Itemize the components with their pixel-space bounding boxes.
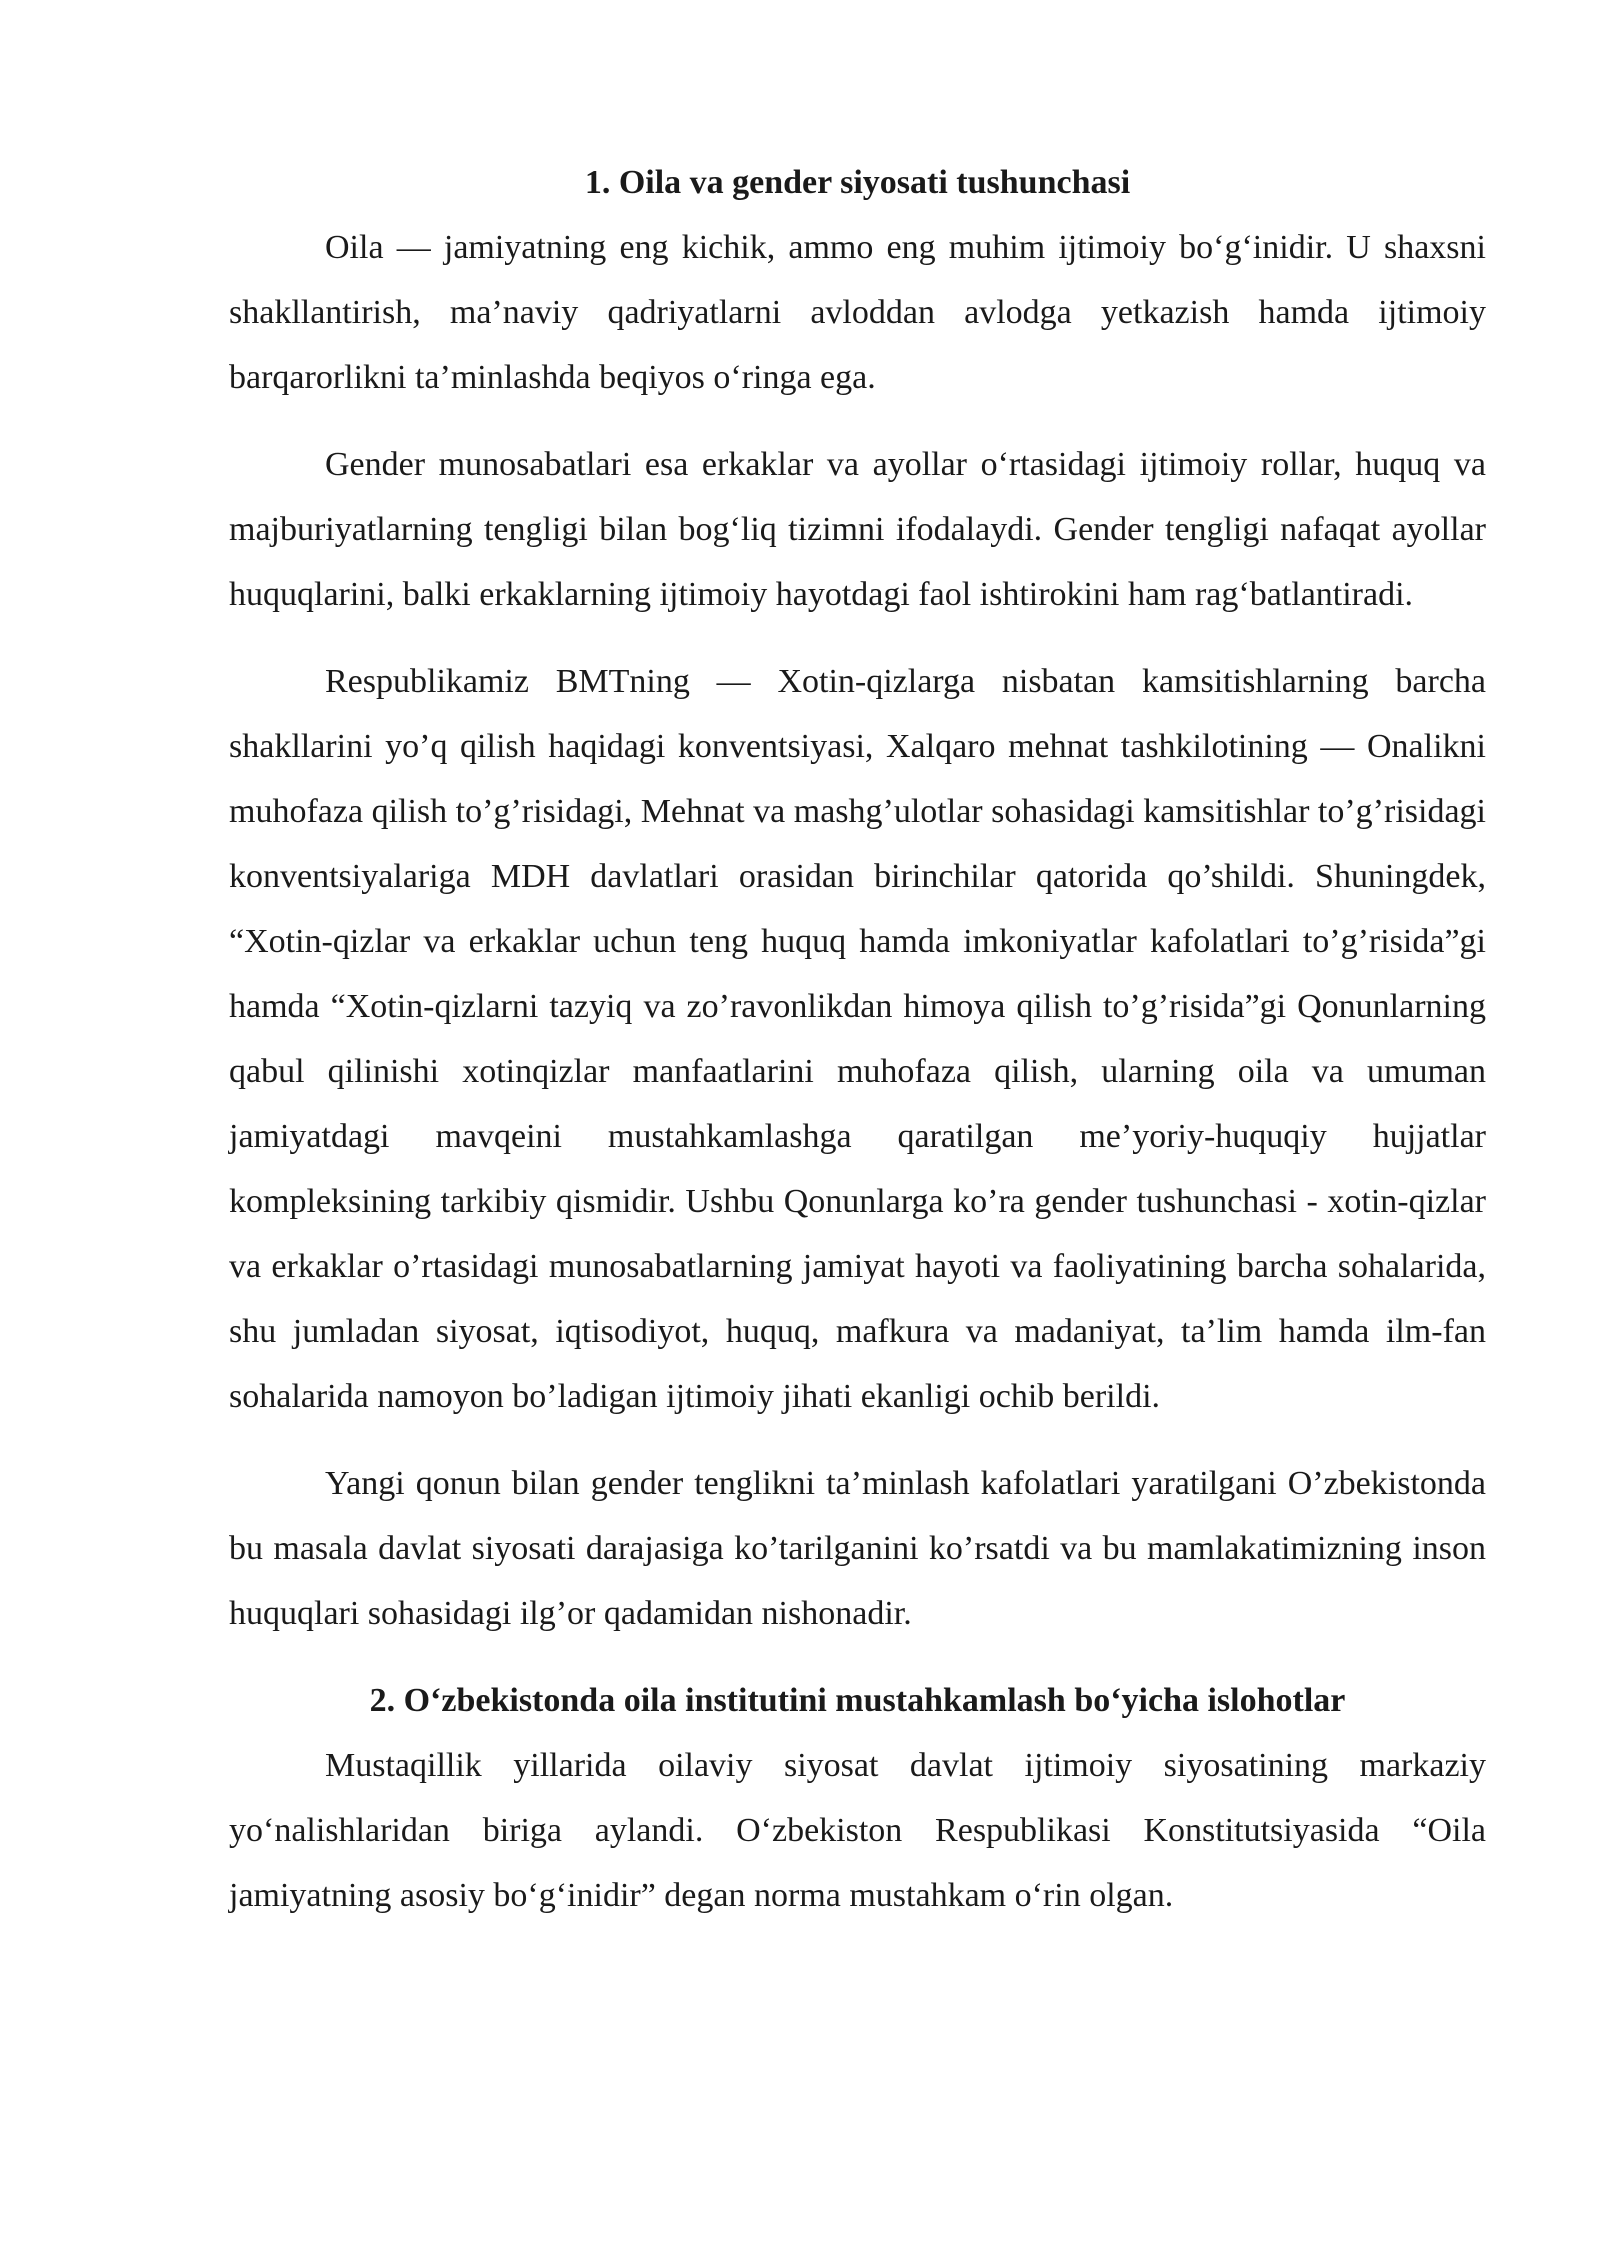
document-body	[229, 150, 1486, 1950]
section-1-heading: 1. Oila va gender siyosati tushunchasi	[584, 164, 1131, 201]
section-2-heading: 2. O‘zbekistonda oila institutini mustahkamlash bo‘yicha islohotlar	[369, 1682, 1346, 1719]
section-1-paragraph-4: Yangi qonun bilan gender tenglikni ta’minlash kafolatlari yaratilgani O’zbekistonda bu masala davlat siyosati darajasiga ko’tarilganini ko’rsatdi va bu mamlakatimizning inson huquqlari sohasidagi ilg’or qadamidan nishonadir.	[229, 1465, 1486, 1632]
section-1-paragraph-1: Oila — jamiyatning eng kichik, ammo eng muhim ijtimoiy bo‘g‘inidir. U shaxsni shakllantirish, ma’naviy qadriyatlarni avloddan avlodga yetkazish hamda ijtimoiy barqarorlikni ta’minlashda beqiyos o‘ringa ega.	[229, 229, 1486, 396]
section-1-paragraph-2: Gender munosabatlari esa erkaklar va ayollar o‘rtasidagi ijtimoiy rollar, huquq va majburiyatlarning tengligi bilan bog‘liq tizimni ifodalaydi. Gender tengligi nafaqat ayollar huquqlarini, balki erkaklarning ijtimoiy hayotdagi faol ishtirokini ham rag‘batlantiradi.	[229, 446, 1486, 613]
section-1-paragraph-3: Respublikamiz BMTning — Xotin-qizlarga nisbatan kamsitishlarning barcha shakllarini yo’q qilish haqidagi konventsiyasi, Xalqaro mehnat tashkilotining — Onalikni muhofaza qilish to’g’risidagi, Mehnat va mashg’ulotlar sohasidagi kamsitishlar to’g’risidagi konventsiyalariga MDH davlatlari orasidan birinchilar qatorida qo’shildi. Shuningdek, “Xotin-qizlar va erkaklar uchun teng huquq hamda imkoniyatlar kafolatlari to’g’risida”gi hamda “Xotin-qizlarni tazyiq va zo’ravonlikdan himoya qilish to’g’risida”gi Qonunlarning qabul qilinishi xotinqizlar manfaatlarini muhofaza qilish, ularning oila va umuman jamiyatdagi mavqeini mustahkamlashga qaratilgan me’yoriy-huquqiy hujjatlar kompleksining tarkibiy qismidir. Ushbu Qonunlarga ko’ra gender tushunchasi - xotin-qizlar va erkaklar o’rtasidagi munosabatlarning jamiyat hayoti va faoliyatining barcha sohalarida, shu jumladan siyosat, iqtisodiyot, huquq, mafkura va madaniyat, ta’lim hamda ilm-fan sohalarida namoyon bo’ladigan ijtimoiy jihati ekanligi ochib berildi.	[229, 663, 1486, 1415]
section-2-paragraph-1: Mustaqillik yillarida oilaviy siyosat davlat ijtimoiy siyosatining markaziy yo‘nalishlaridan biriga aylandi. O‘zbekiston Respublikasi Konstitutsiyasida “Oila jamiyatning asosiy bo‘g‘inidir” degan norma mustahkam o‘rin olgan.	[229, 1747, 1486, 1914]
